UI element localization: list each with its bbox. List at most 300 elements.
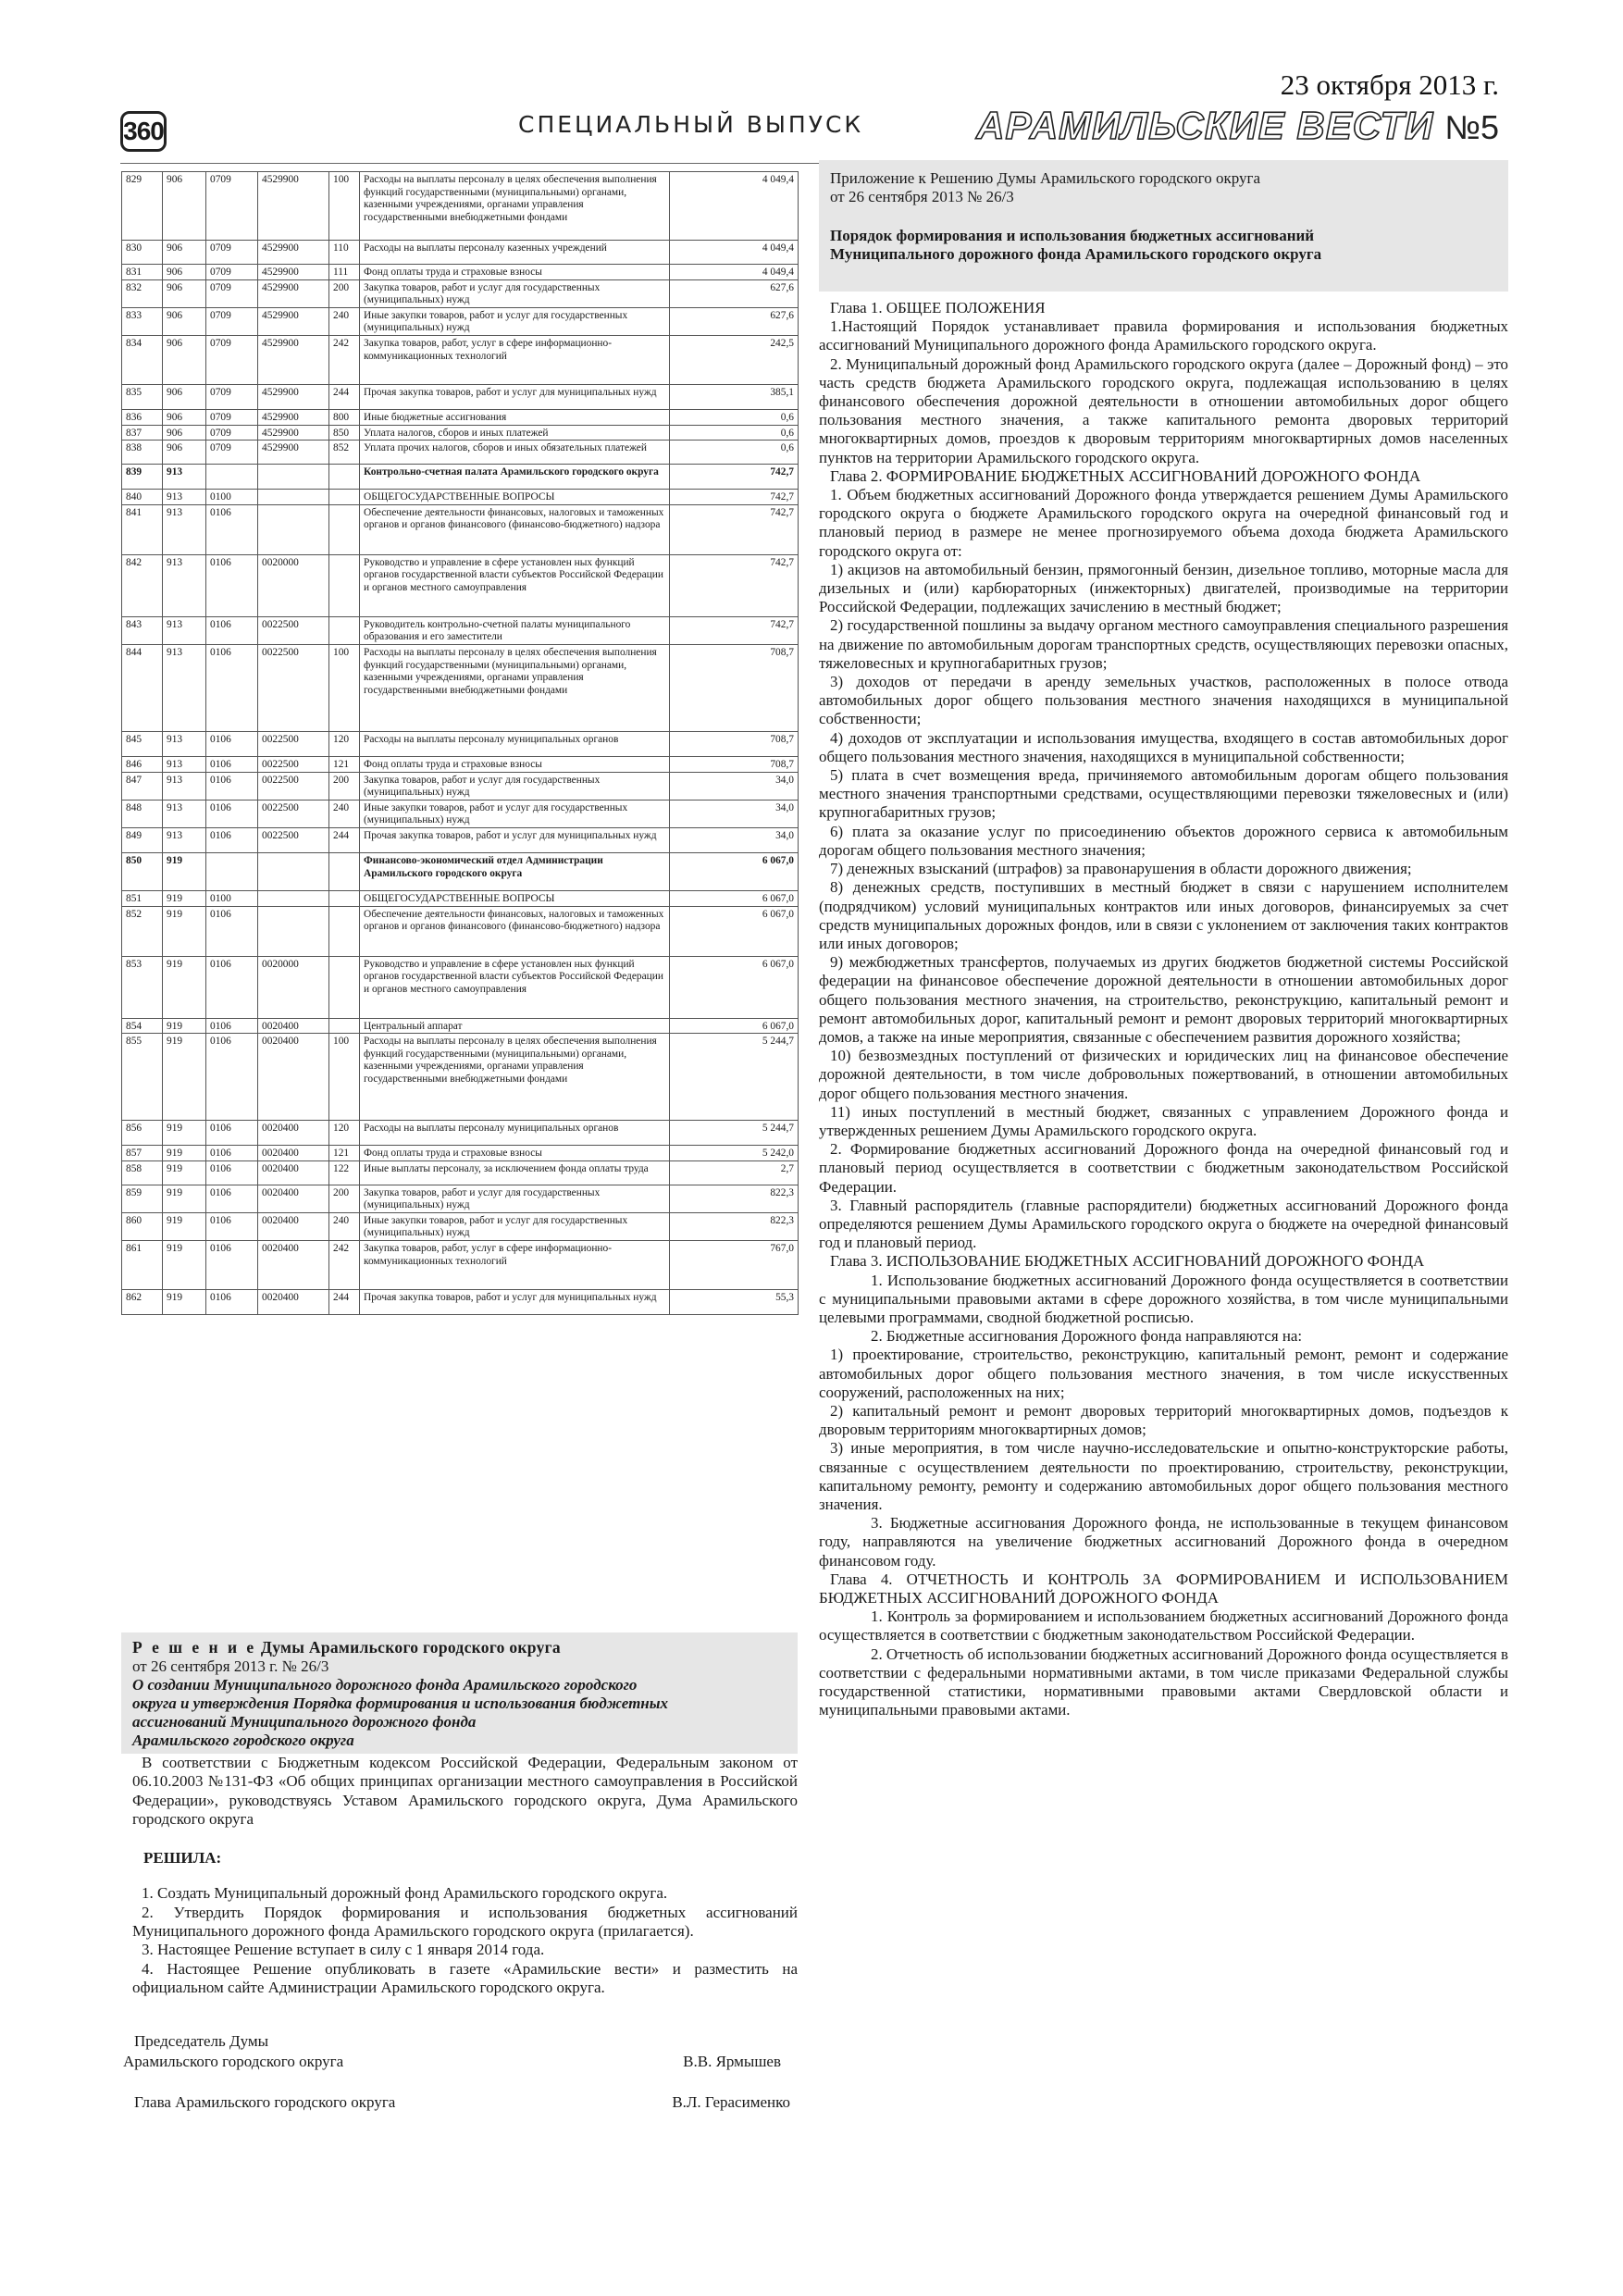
- decision-item: 3. Настоящее Решение вступает в силу с 1 января 2014 года.: [142, 1941, 545, 1959]
- table-cell-n: 855: [122, 1034, 163, 1121]
- procedure-paragraph: 3) иные мероприятия, в том числе научно-исследовательские и опытно-конструкторские работы, связанные с осуществлением деятельности по проектированию, строительству, реконструкции, капитальному ремонту, ремонту и содержанию автомобильных дорог общего пользования местного значения.: [819, 1439, 1508, 1513]
- table-row: [122, 409, 799, 425]
- table-cell-b: [206, 465, 258, 490]
- table-cell-b: 0106: [206, 1160, 258, 1185]
- signer2-title: Глава Арамильского городского округа: [134, 2093, 396, 2112]
- table-cell-a: 913: [163, 554, 206, 616]
- table-cell-amount: 4 049,4: [670, 265, 799, 280]
- table-cell-amount: 6 067,0: [670, 1018, 799, 1034]
- table-cell-a: 906: [163, 409, 206, 425]
- table-cell-a: 919: [163, 1146, 206, 1161]
- table-cell-n: 862: [122, 1290, 163, 1315]
- table-cell-amount: 55,3: [670, 1290, 799, 1315]
- table-cell-n: 839: [122, 465, 163, 490]
- table-cell-text: Расходы на выплаты персоналу муниципальных органов: [360, 731, 670, 756]
- table-cell-n: 838: [122, 441, 163, 465]
- table-cell-c: 0020400: [258, 1121, 329, 1146]
- table-cell-amount: 822,3: [670, 1212, 799, 1240]
- table-cell-d: 240: [329, 800, 360, 827]
- table-cell-d: 244: [329, 1290, 360, 1315]
- table-cell-a: 906: [163, 441, 206, 465]
- table-cell-d: [329, 554, 360, 616]
- table-row: [122, 1212, 799, 1240]
- table-cell-amount: 742,7: [670, 554, 799, 616]
- table-cell-text: Иные закупки товаров, работ и услуг для государственных (муниципальных) нужд: [360, 800, 670, 827]
- table-cell-a: 913: [163, 772, 206, 800]
- table-cell-n: 843: [122, 616, 163, 644]
- table-cell-c: 4529900: [258, 241, 329, 265]
- decision-item: 1. Создать Муниципальный дорожный фонд Арамильского городского округа.: [142, 1884, 668, 1903]
- table-cell-c: 0020400: [258, 1290, 329, 1315]
- procedure-paragraph: 3) доходов от передачи в аренду земельных участков, расположенных в полосе отвода автомобильных дорог общего пользования местного значения находящихся в муниципальной собственности;: [819, 673, 1508, 728]
- table-cell-a: 906: [163, 279, 206, 307]
- table-cell-b: 0106: [206, 644, 258, 731]
- decision-subject: О создании Муниципального дорожного фонда Арамильского городского округа и утверждения Порядка формирования и использования бюджетных ассигнований Муниципального дорожного фонда Арамильского городского округа: [132, 1676, 669, 1749]
- table-row: [122, 504, 799, 554]
- table-cell-n: 850: [122, 852, 163, 890]
- procedure-paragraph: 1) проектирование, строительство, реконструкцию, капитальный ремонт, ремонт и содержание автомобильных дорог общего пользования местного значения, в том числе искусственных сооружений, расположенных на них;: [819, 1346, 1508, 1401]
- decision-body: [121, 1754, 798, 1997]
- table-cell-d: 242: [329, 335, 360, 384]
- budget-table: [121, 171, 799, 1315]
- table-cell-text: Контрольно-счетная палата Арамильского городского округа: [360, 465, 670, 490]
- table-cell-text: Закупка товаров, работ и услуг для государственных (муниципальных) нужд: [360, 772, 670, 800]
- table-cell-a: 919: [163, 1241, 206, 1290]
- table-cell-b: 0106: [206, 1290, 258, 1315]
- table-cell-n: 842: [122, 554, 163, 616]
- table-cell-c: 0022500: [258, 827, 329, 852]
- procedure-paragraph: 6) плата за оказание услуг по присоединению объектов дорожного сервиса к автомобильным дорогам общего пользования местного значения;: [819, 822, 1508, 859]
- table-cell-n: 854: [122, 1018, 163, 1034]
- issue-date: 23 октября 2013 г.: [1280, 68, 1499, 101]
- newspaper-logo: АРАМИЛЬСКИЕ ВЕСТИ: [976, 104, 1434, 147]
- procedure-paragraph: 11) иных поступлений в местный бюджет, связанных с управлением Дорожного фонда и утвержденных решением Думы Арамильского городского округа.: [819, 1102, 1508, 1139]
- table-cell-amount: 6 067,0: [670, 852, 799, 890]
- procedure-paragraph: 1. Объем бюджетных ассигнований Дорожного фонда утверждается решением Думы Арамильского городского округа о бюджете Арамильского городского округа на очередной финансовый год и плановый период в размере не менее прогнозируемого объема дохода бюджета Арамильского городского округа от:: [819, 486, 1508, 560]
- procedure-paragraph: 2) государственной пошлины за выдачу органом местного самоуправления специального разрешения на движение по автомобильным дорогам транспортных средств, осуществляющих перевозки опасных, тяжеловесных и крупногабаритных грузов;: [819, 616, 1508, 672]
- table-cell-b: 0106: [206, 1185, 258, 1212]
- table-cell-text: Фонд оплаты труда и страховые взносы: [360, 1146, 670, 1161]
- table-cell-n: 841: [122, 504, 163, 554]
- table-cell-n: 837: [122, 425, 163, 441]
- table-cell-d: [329, 906, 360, 956]
- table-cell-d: [329, 490, 360, 505]
- table-cell-d: [329, 616, 360, 644]
- table-cell-n: 832: [122, 279, 163, 307]
- decision-date: от 26 сентября 2013 г. № 26/3: [132, 1657, 329, 1675]
- table-cell-b: 0100: [206, 490, 258, 505]
- table-cell-b: 0106: [206, 1212, 258, 1240]
- table-cell-d: 200: [329, 1185, 360, 1212]
- table-cell-n: 845: [122, 731, 163, 756]
- table-cell-a: 919: [163, 1018, 206, 1034]
- decision-header: [121, 1632, 798, 1754]
- table-row: [122, 890, 799, 906]
- table-cell-d: 120: [329, 731, 360, 756]
- procedure-paragraph: 1. Контроль за формированием и использованием бюджетных ассигнований Дорожного фонда осуществляется в соответствии с бюджетным законодательством Российской Федерации.: [819, 1607, 1508, 1644]
- table-cell-c: 0020400: [258, 1034, 329, 1121]
- table-cell-amount: 627,6: [670, 307, 799, 335]
- table-cell-d: 200: [329, 772, 360, 800]
- table-cell-amount: 5 244,7: [670, 1121, 799, 1146]
- annex-header: [819, 160, 1508, 292]
- table-cell-b: 0106: [206, 1241, 258, 1290]
- table-cell-amount: 34,0: [670, 800, 799, 827]
- table-cell-c: 4529900: [258, 425, 329, 441]
- table-cell-c: 4529900: [258, 265, 329, 280]
- table-cell-a: 906: [163, 241, 206, 265]
- table-row: [122, 554, 799, 616]
- table-row: [122, 441, 799, 465]
- table-row: [122, 1290, 799, 1315]
- table-cell-d: 200: [329, 279, 360, 307]
- table-cell-amount: 34,0: [670, 772, 799, 800]
- table-cell-n: 848: [122, 800, 163, 827]
- table-row: [122, 335, 799, 384]
- table-cell-text: Руководство и управление в сфере установлен ных функций органов государственной власти субъектов Российской Федерации и органов местного самоуправления: [360, 554, 670, 616]
- budget-table-container: [121, 171, 798, 1315]
- table-cell-b: 0106: [206, 827, 258, 852]
- table-cell-amount: 5 242,0: [670, 1146, 799, 1161]
- table-cell-c: 0020400: [258, 1212, 329, 1240]
- table-row: [122, 1241, 799, 1290]
- decision-preamble: В соответствии с Бюджетным кодексом Российской Федерации, Федеральным законом от 06.10.2003 №131-ФЗ «Об общих принципах организации местного самоуправления в Российской Федерации», руководствуясь Уставом Арамильского городского округа, Дума Арамильского городского округа: [132, 1754, 798, 1828]
- table-cell-c: 4529900: [258, 441, 329, 465]
- table-cell-a: 913: [163, 465, 206, 490]
- table-cell-n: 830: [122, 241, 163, 265]
- table-row: [122, 241, 799, 265]
- table-cell-text: Уплата прочих налогов, сборов и иных обязательных платежей: [360, 441, 670, 465]
- newspaper-masthead: [976, 104, 1499, 148]
- table-cell-n: 847: [122, 772, 163, 800]
- table-cell-text: Фонд оплаты труда и страховые взносы: [360, 265, 670, 280]
- procedure-paragraph: 4) доходов от эксплуатации и использования имущества, входящего в состав автомобильных дорог общего пользования местного значения, находящихся в муниципальной собственности;: [819, 728, 1508, 765]
- annex-date: от 26 сентября 2013 № 26/3: [830, 188, 1014, 205]
- table-cell-b: 0709: [206, 307, 258, 335]
- table-cell-text: Руководство и управление в сфере установлен ных функций органов государственной власти субъектов Российской Федерации и органов местного самоуправления: [360, 956, 670, 1018]
- table-cell-b: 0106: [206, 504, 258, 554]
- table-row: [122, 1185, 799, 1212]
- chapter-heading: Глава 3. ИСПОЛЬЗОВАНИЕ БЮДЖЕТНЫХ АССИГНОВАНИЙ ДОРОЖНОГО ФОНДА: [830, 1252, 1425, 1271]
- table-cell-b: 0106: [206, 731, 258, 756]
- table-cell-n: 846: [122, 756, 163, 772]
- table-cell-b: 0106: [206, 554, 258, 616]
- procedure-paragraph: 10) безвозмездных поступлений от физических и юридических лиц на финансовое обеспечение дорожной деятельности, в том числе добровольных пожертвований, в отношении автомобильных дорог общего пользования местного значения.: [819, 1047, 1508, 1102]
- table-row: [122, 307, 799, 335]
- procedure-paragraph: 1. Использование бюджетных ассигнований Дорожного фонда осуществляется в соответствии с муниципальными правовыми актами в сфере дорожного хозяйства, в том числе муниципальными целевыми программами, сводной бюджетной росписью.: [819, 1271, 1508, 1326]
- table-cell-d: [329, 956, 360, 1018]
- table-cell-amount: 627,6: [670, 279, 799, 307]
- table-cell-text: Уплата налогов, сборов и иных платежей: [360, 425, 670, 441]
- table-cell-a: 913: [163, 756, 206, 772]
- table-cell-d: 110: [329, 241, 360, 265]
- table-cell-amount: 708,7: [670, 644, 799, 731]
- decision-item: 4. Настоящее Решение опубликовать в газете «Арамильские вести» и разместить на официальном сайте Администрации Арамильского городского округа.: [132, 1959, 798, 1996]
- table-cell-b: 0106: [206, 1146, 258, 1161]
- table-row: [122, 616, 799, 644]
- table-cell-text: Центральный аппарат: [360, 1018, 670, 1034]
- table-cell-n: 852: [122, 906, 163, 956]
- table-cell-c: 0022500: [258, 772, 329, 800]
- table-cell-text: Прочая закупка товаров, работ и услуг для муниципальных нужд: [360, 1290, 670, 1315]
- signer2-name: В.Л. Герасименко: [672, 2093, 790, 2112]
- table-cell-a: 913: [163, 490, 206, 505]
- table-cell-amount: 6 067,0: [670, 890, 799, 906]
- table-cell-a: 919: [163, 906, 206, 956]
- table-cell-text: Обеспечение деятельности финансовых, налоговых и таможенных органов и органов финансового (финансово-бюджетного) надзора: [360, 906, 670, 956]
- table-cell-a: 906: [163, 384, 206, 409]
- table-cell-a: 906: [163, 265, 206, 280]
- table-cell-a: 906: [163, 335, 206, 384]
- annex-title: Порядок формирования и использования бюджетных ассигнований Муниципального дорожного фонда Арамильского городского округа: [830, 227, 1322, 263]
- table-cell-a: 919: [163, 1212, 206, 1240]
- table-cell-d: [329, 890, 360, 906]
- table-cell-d: 242: [329, 1241, 360, 1290]
- table-cell-a: 919: [163, 1185, 206, 1212]
- table-cell-b: 0106: [206, 616, 258, 644]
- table-cell-c: 4529900: [258, 172, 329, 241]
- table-cell-d: [329, 1018, 360, 1034]
- table-cell-b: [206, 852, 258, 890]
- table-cell-d: [329, 852, 360, 890]
- procedure-paragraph: 2. Бюджетные ассигнования Дорожного фонда направляются на:: [871, 1327, 1303, 1346]
- table-cell-d: [329, 465, 360, 490]
- table-cell-c: 0020000: [258, 956, 329, 1018]
- table-cell-text: Расходы на выплаты персоналу в целях обеспечения выполнения функций государственными (муниципальными) органами, казенными учреждениями, органами управления государственными внебюджетными фондами: [360, 172, 670, 241]
- table-cell-b: 0106: [206, 772, 258, 800]
- procedure-paragraph: 1.Настоящий Порядок устанавливает правила формирования и использования бюджетных ассигнований Муниципального дорожного фонда Арамильского городского округа.: [819, 317, 1508, 354]
- table-cell-c: 0022500: [258, 731, 329, 756]
- table-row: [122, 956, 799, 1018]
- issue-number: №5: [1444, 108, 1499, 146]
- table-cell-b: 0106: [206, 1121, 258, 1146]
- table-cell-b: 0106: [206, 956, 258, 1018]
- table-cell-a: 913: [163, 644, 206, 731]
- signer1-row: [123, 2053, 798, 2073]
- table-cell-a: 913: [163, 731, 206, 756]
- table-cell-c: 4529900: [258, 279, 329, 307]
- table-row: [122, 172, 799, 241]
- table-row: [122, 756, 799, 772]
- table-cell-text: Иные бюджетные ассигнования: [360, 409, 670, 425]
- table-cell-text: Обеспечение деятельности финансовых, налоговых и таможенных органов и органов финансового (финансово-бюджетного) надзора: [360, 504, 670, 554]
- table-cell-n: 840: [122, 490, 163, 505]
- table-cell-text: ОБЩЕГОСУДАРСТВЕННЫЕ ВОПРОСЫ: [360, 490, 670, 505]
- procedure-paragraph: 2. Отчетность об использовании бюджетных ассигнований Дорожного фонда осуществляется в соответствии с федеральными нормативными актами, в том числе приказами Федеральной службы государственной статистики, нормативными правовыми актами Свердловской области и муниципальными правовыми актами.: [819, 1644, 1508, 1719]
- table-cell-amount: 0,6: [670, 409, 799, 425]
- procedure-paragraph: 7) денежных взысканий (штрафов) за правонарушения в области дорожного движения;: [830, 860, 1412, 878]
- table-cell-n: 851: [122, 890, 163, 906]
- table-cell-a: 906: [163, 425, 206, 441]
- table-cell-amount: 6 067,0: [670, 956, 799, 1018]
- table-cell-text: Закупка товаров, работ, услуг в сфере информационно-коммуникационных технологий: [360, 1241, 670, 1290]
- table-cell-d: 100: [329, 172, 360, 241]
- table-cell-amount: 6 067,0: [670, 906, 799, 956]
- section-title: СПЕЦИАЛЬНЫЙ ВЫПУСК: [518, 111, 864, 138]
- table-cell-a: 906: [163, 307, 206, 335]
- table-cell-n: 834: [122, 335, 163, 384]
- decision-item: 2. Утвердить Порядок формирования и использования бюджетных ассигнований Муниципального дорожного фонда Арамильского городского округа (прилагается).: [132, 1903, 798, 1941]
- table-cell-amount: 385,1: [670, 384, 799, 409]
- table-row: [122, 1034, 799, 1121]
- table-cell-amount: 2,7: [670, 1160, 799, 1185]
- table-row: [122, 772, 799, 800]
- annex-ref: Приложение к Решению Думы Арамильского городского округа: [830, 169, 1261, 187]
- table-row: [122, 490, 799, 505]
- table-cell-c: [258, 465, 329, 490]
- table-cell-c: 4529900: [258, 307, 329, 335]
- annex-section: [819, 160, 1508, 1719]
- table-cell-b: 0106: [206, 1018, 258, 1034]
- table-cell-c: 0020000: [258, 554, 329, 616]
- table-cell-text: Расходы на выплаты персоналу муниципальных органов: [360, 1121, 670, 1146]
- table-cell-a: 906: [163, 172, 206, 241]
- table-cell-n: 849: [122, 827, 163, 852]
- table-cell-d: 111: [329, 265, 360, 280]
- table-cell-amount: 742,7: [670, 490, 799, 505]
- procedure-text: [819, 299, 1508, 1719]
- table-cell-c: 0020400: [258, 1018, 329, 1034]
- table-row: [122, 827, 799, 852]
- table-cell-text: Закупка товаров, работ, услуг в сфере информационно-коммуникационных технологий: [360, 335, 670, 384]
- signer1-name: В.В. Ярмышев: [683, 2053, 781, 2071]
- table-cell-c: 0022500: [258, 800, 329, 827]
- table-row: [122, 906, 799, 956]
- table-cell-text: Иные закупки товаров, работ и услуг для государственных (муниципальных) нужд: [360, 307, 670, 335]
- table-cell-a: 919: [163, 890, 206, 906]
- table-cell-n: 853: [122, 956, 163, 1018]
- table-cell-amount: 5 244,7: [670, 1034, 799, 1121]
- table-cell-text: Прочая закупка товаров, работ и услуг для муниципальных нужд: [360, 827, 670, 852]
- decision-title: Р е ш е н и е Думы Арамильского городского округа: [132, 1638, 561, 1657]
- table-cell-c: 4529900: [258, 335, 329, 384]
- signatures: [121, 2032, 798, 2114]
- table-cell-a: 919: [163, 956, 206, 1018]
- table-cell-a: 913: [163, 616, 206, 644]
- table-cell-b: 0709: [206, 241, 258, 265]
- table-cell-amount: 742,7: [670, 504, 799, 554]
- signer1-title: Председатель Думы: [134, 2032, 269, 2051]
- table-cell-d: 852: [329, 441, 360, 465]
- table-cell-amount: 708,7: [670, 731, 799, 756]
- table-cell-d: 122: [329, 1160, 360, 1185]
- table-cell-d: 800: [329, 409, 360, 425]
- table-cell-d: 121: [329, 1146, 360, 1161]
- table-row: [122, 1146, 799, 1161]
- table-cell-b: 0709: [206, 384, 258, 409]
- table-cell-a: 919: [163, 852, 206, 890]
- table-cell-n: 860: [122, 1212, 163, 1240]
- table-cell-b: 0106: [206, 906, 258, 956]
- table-cell-text: Закупка товаров, работ и услуг для государственных (муниципальных) нужд: [360, 279, 670, 307]
- table-cell-d: 240: [329, 307, 360, 335]
- table-cell-text: Фонд оплаты труда и страховые взносы: [360, 756, 670, 772]
- signer1-title-row: [123, 2032, 798, 2053]
- page-number: 360: [120, 111, 167, 152]
- table-cell-text: ОБЩЕГОСУДАРСТВЕННЫЕ ВОПРОСЫ: [360, 890, 670, 906]
- procedure-paragraph: 5) плата в счет возмещения вреда, причиняемого автомобильным дорогам общего пользования местного значения транспортными средствами, осуществляющими перевозки тяжеловесных и (или) крупногабаритных грузов;: [819, 766, 1508, 822]
- table-cell-b: 0709: [206, 425, 258, 441]
- table-cell-d: 850: [329, 425, 360, 441]
- table-cell-c: 0020400: [258, 1160, 329, 1185]
- table-cell-n: 831: [122, 265, 163, 280]
- table-cell-amount: 742,7: [670, 616, 799, 644]
- table-cell-b: 0106: [206, 800, 258, 827]
- table-cell-amount: 34,0: [670, 827, 799, 852]
- chapter-heading: Глава 4. ОТЧЕТНОСТЬ И КОНТРОЛЬ ЗА ФОРМИРОВАНИЕМ И ИСПОЛЬЗОВАНИЕМ БЮДЖЕТНЫХ АССИГНОВАНИЙ ДОРОЖНОГО ФОНДА: [819, 1570, 1508, 1607]
- signer1-org: Арамильского городского округа: [123, 2053, 344, 2071]
- table-cell-amount: 822,3: [670, 1185, 799, 1212]
- table-row: [122, 265, 799, 280]
- table-cell-n: 856: [122, 1121, 163, 1146]
- decision-resolved: РЕШИЛА:: [143, 1849, 222, 1868]
- table-row: [122, 425, 799, 441]
- budget-table-body: [122, 172, 799, 1315]
- procedure-paragraph: 2) капитальный ремонт и ремонт дворовых территорий многоквартирных домов, подъездов к дворовым территориям многоквартирных домов;: [819, 1401, 1508, 1439]
- table-cell-a: 919: [163, 1160, 206, 1185]
- table-cell-amount: 4 049,4: [670, 172, 799, 241]
- table-cell-b: 0106: [206, 756, 258, 772]
- table-cell-amount: 0,6: [670, 441, 799, 465]
- table-cell-c: 4529900: [258, 384, 329, 409]
- table-cell-amount: 742,7: [670, 465, 799, 490]
- signer2-row: [123, 2093, 798, 2114]
- table-cell-a: 919: [163, 1290, 206, 1315]
- table-cell-n: 861: [122, 1241, 163, 1290]
- table-cell-b: 0106: [206, 1034, 258, 1121]
- table-cell-amount: 708,7: [670, 756, 799, 772]
- chapter-heading: Глава 1. ОБЩЕЕ ПОЛОЖЕНИЯ: [830, 299, 1046, 316]
- table-row: [122, 1160, 799, 1185]
- table-cell-n: 857: [122, 1146, 163, 1161]
- procedure-paragraph: 3. Главный распорядитель (главные распорядители) бюджетных ассигнований Дорожного фонда определяются решением Думы Арамильского городского округа о бюджете на очередной финансовый год и плановый период.: [819, 1196, 1508, 1252]
- table-cell-a: 913: [163, 827, 206, 852]
- table-cell-d: 121: [329, 756, 360, 772]
- table-cell-c: 0020400: [258, 1185, 329, 1212]
- procedure-paragraph: 9) межбюджетных трансфертов, получаемых из других бюджетов бюджетной системы Российской федерации на финансовое обеспечение дорожной деятельности в отношении автомобильных дорог общего пользования местного значения, на строительство, реконструкцию, капитальный ремонт и ремонт автомобильных дорог, капитальный ремонт и ремонт дворовых территорий многоквартирных домов, а также на иные мероприятия, связанные с обеспечением развития дорожного хозяйства;: [819, 953, 1508, 1046]
- table-row: [122, 384, 799, 409]
- table-row: [122, 1121, 799, 1146]
- table-row: [122, 1018, 799, 1034]
- table-cell-d: 100: [329, 1034, 360, 1121]
- table-cell-a: 913: [163, 800, 206, 827]
- table-cell-c: [258, 852, 329, 890]
- table-cell-text: Прочая закупка товаров, работ и услуг для муниципальных нужд: [360, 384, 670, 409]
- page-header: [120, 63, 1508, 165]
- procedure-paragraph: 8) денежных средств, поступивших в местный бюджет в связи с нарушением исполнителем (подрядчиком) условий муниципальных контрактов или иных договоров, финансируемых за счет средств муниципальных дорожных фондов, или в связи с уклонением от заключения таких контрактов или иных договоров;: [819, 878, 1508, 952]
- table-cell-n: 844: [122, 644, 163, 731]
- table-cell-b: 0709: [206, 335, 258, 384]
- table-cell-amount: 242,5: [670, 335, 799, 384]
- decision-section: [121, 1632, 798, 2114]
- table-cell-c: 0020400: [258, 1241, 329, 1290]
- table-cell-text: Расходы на выплаты персоналу казенных учреждений: [360, 241, 670, 265]
- table-row: [122, 731, 799, 756]
- table-cell-n: 859: [122, 1185, 163, 1212]
- table-cell-b: 0709: [206, 265, 258, 280]
- table-cell-c: [258, 906, 329, 956]
- table-cell-a: 919: [163, 1034, 206, 1121]
- table-cell-c: 0020400: [258, 1146, 329, 1161]
- table-cell-text: Закупка товаров, работ и услуг для государственных (муниципальных) нужд: [360, 1185, 670, 1212]
- table-cell-n: 829: [122, 172, 163, 241]
- table-cell-amount: 4 049,4: [670, 241, 799, 265]
- procedure-paragraph: 2. Муниципальный дорожный фонд Арамильского городского округа (далее – Дорожный фонд) – это часть средств бюджета Арамильского городского округа, подлежащая использованию в целях финансового обеспечения дорожной деятельности в отношении автомобильных дорог общего пользования местного значения, а также капитального ремонта дворовых территорий многоквартирных домов, проездов к дворовым территориям многоквартирных домов населенных пунктов на территории Арамильского городского округа.: [819, 354, 1508, 466]
- table-row: [122, 800, 799, 827]
- table-cell-d: 244: [329, 827, 360, 852]
- table-cell-text: Расходы на выплаты персоналу в целях обеспечения выполнения функций государственными (муниципальными) органами, казенными учреждениями, органами управления государственными внебюджетными фондами: [360, 1034, 670, 1121]
- table-cell-text: Финансово-экономический отдел Администрации Арамильского городского округа: [360, 852, 670, 890]
